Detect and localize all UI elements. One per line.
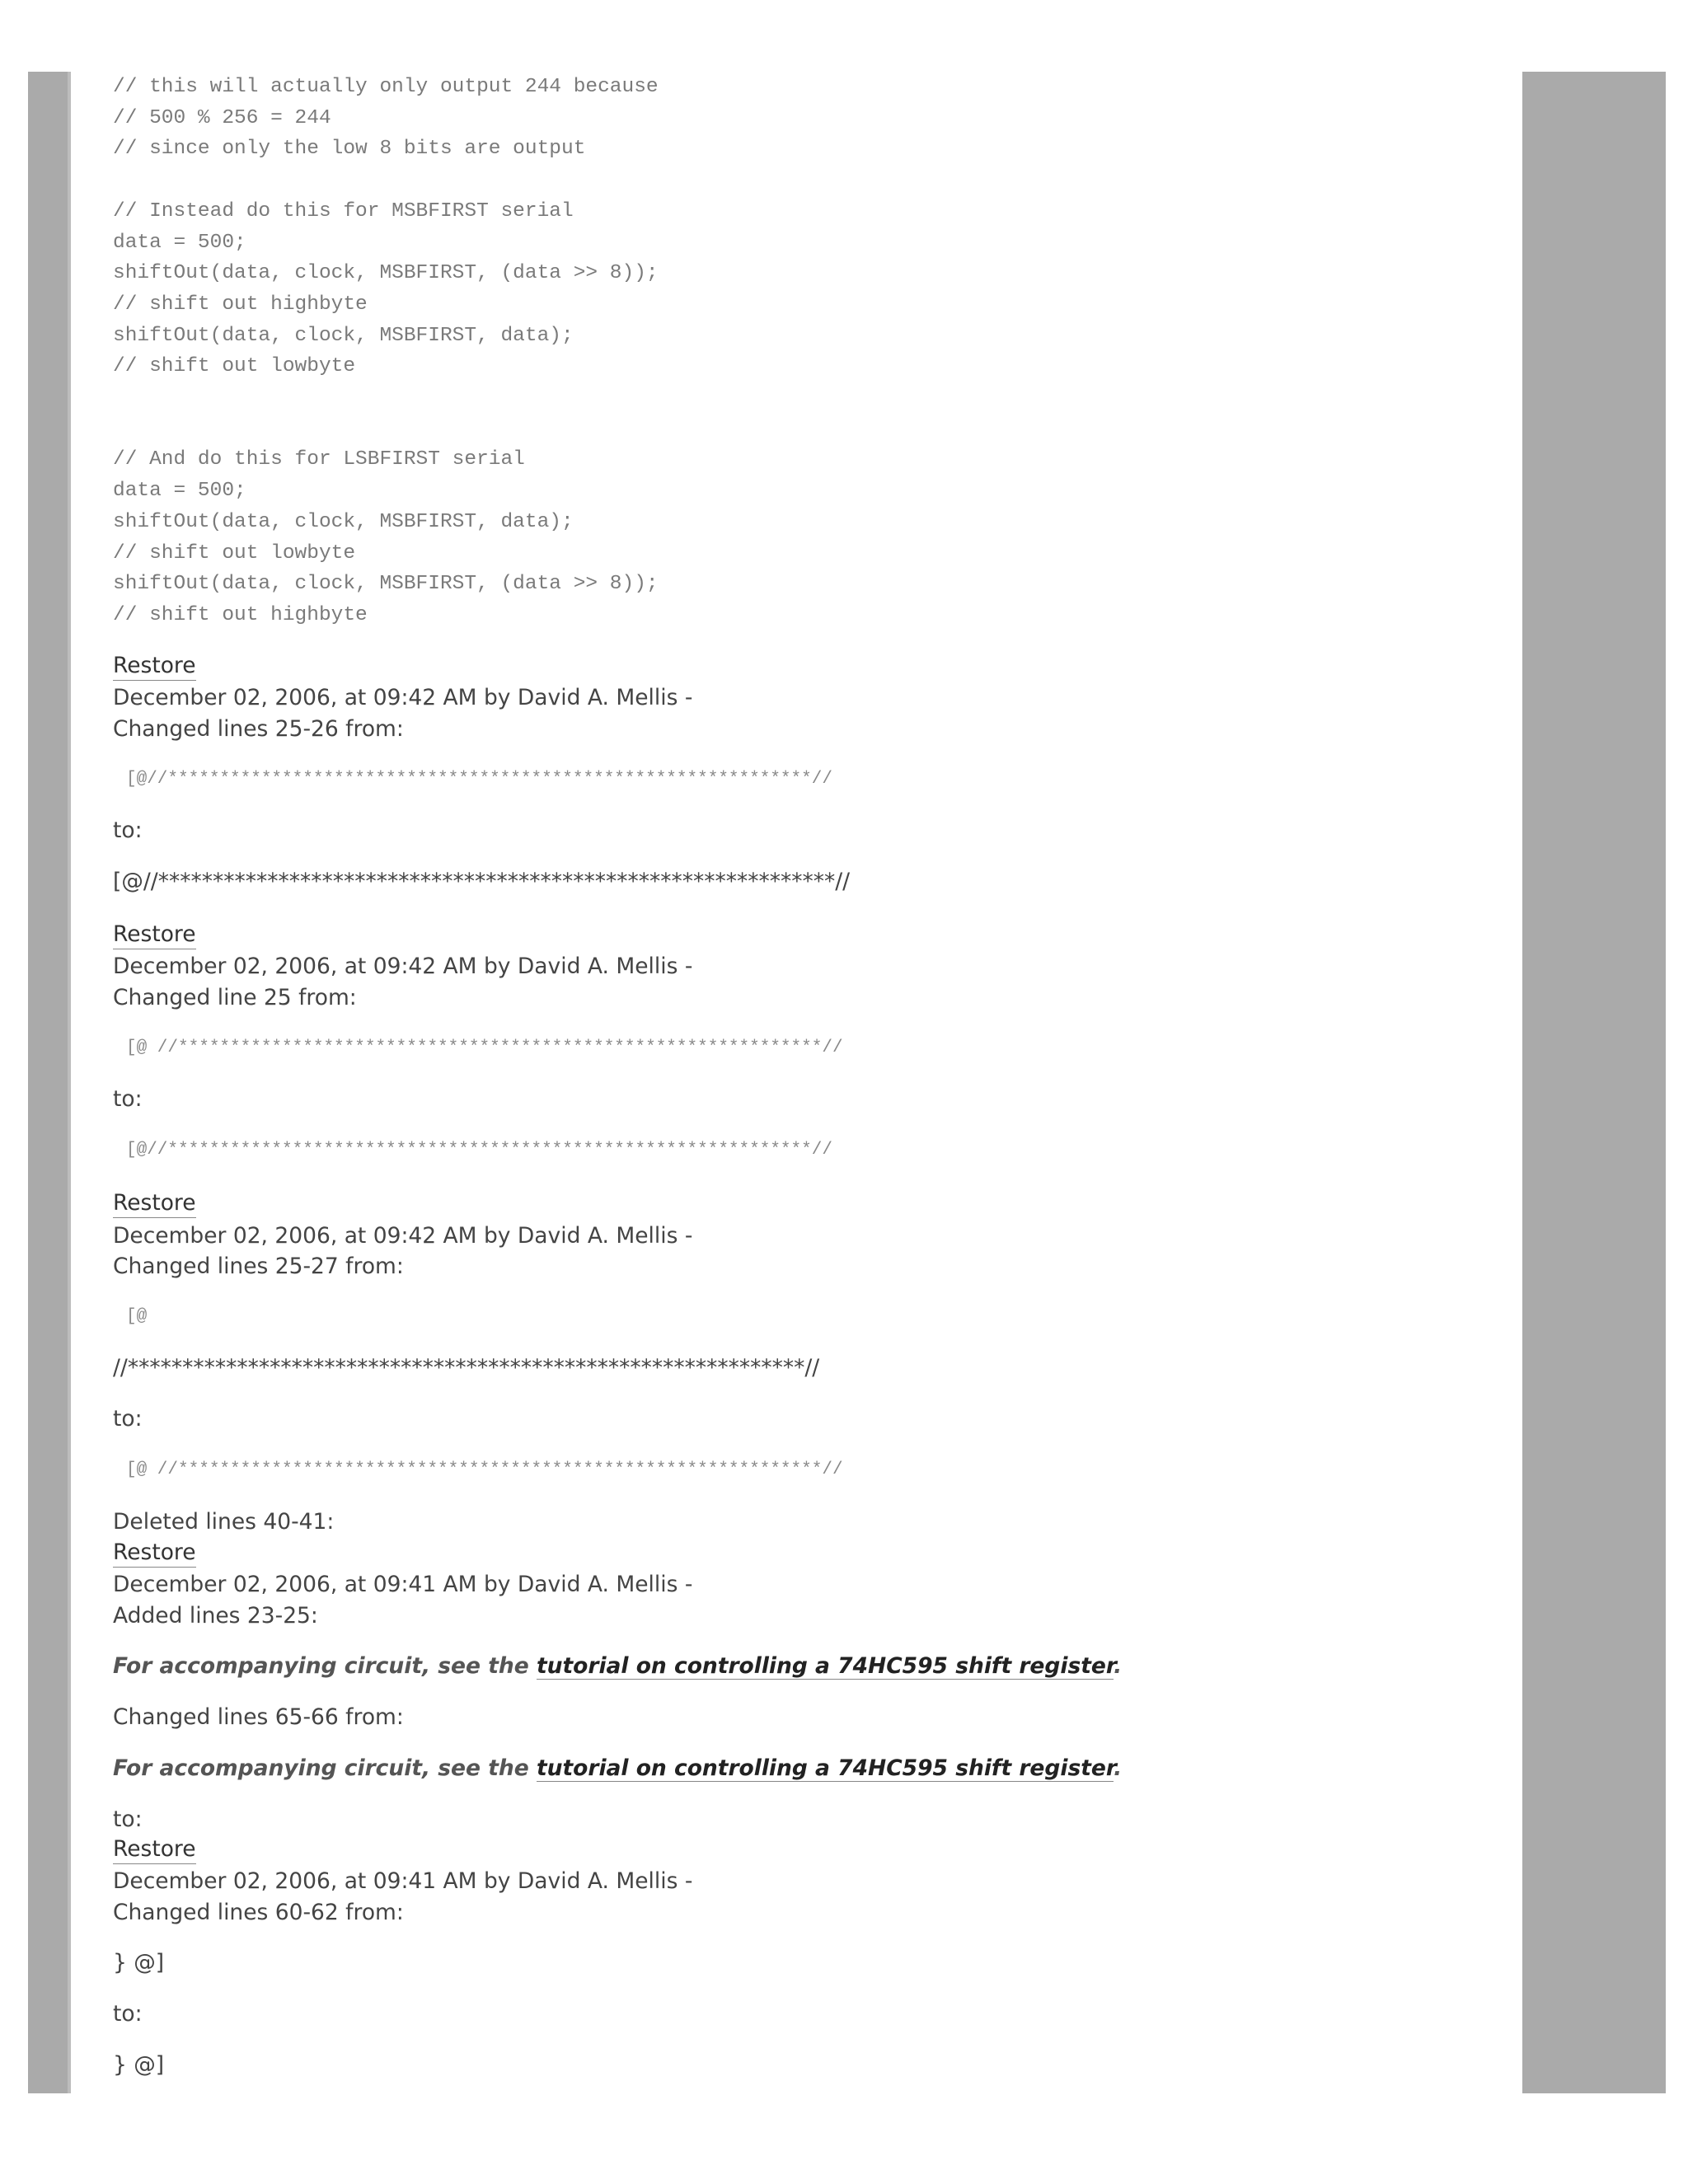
to-label: to: [113,2000,143,2027]
code-line: shiftOut(data, clock, MSBFIRST, data); [113,324,574,347]
revision-meta: December 02, 2006, at 09:41 AM by David A. Mellis - [113,1572,693,1598]
change-description: Changed line 25 from: [113,985,357,1011]
change-description: Changed lines 25-27 from: [113,1254,404,1280]
circuit-note-prefix: For accompanying circuit, see the [113,1652,537,1679]
revision-meta: December 02, 2006, at 09:42 AM by David A. Mellis - [113,954,693,980]
to-label: to: [113,1085,143,1112]
code-line: shiftOut(data, clock, MSBFIRST, data); [113,510,574,533]
revision-meta: December 02, 2006, at 09:41 AM by David A. Mellis - [113,1868,693,1895]
code-line: // shift out highbyte [113,603,368,626]
code-line: // since only the low 8 bits are output [113,138,586,161]
change-description: Added lines 23-25: [113,1603,318,1629]
code-block-lsbfirst [113,444,1498,630]
change-description: Changed lines 65-66 from: [113,1704,404,1730]
code-line: // 500 % 256 = 244 [113,106,331,129]
diff-from-code: [@ //**************************************************************// [126,1038,843,1057]
to-label: to: [113,817,143,843]
circuit-note-suffix: . [1114,1755,1123,1781]
circuit-note [113,1754,1498,1783]
to-label: to: [113,1405,143,1432]
circuit-note-suffix: . [1114,1652,1123,1679]
restore-link[interactable]: Restore [113,1538,196,1568]
code-line: // And do this for LSBFIRST serial [113,448,525,471]
diff-to-code: [@ //**************************************************************// [126,1460,843,1479]
restore-link[interactable]: Restore [113,651,196,681]
restore-link[interactable]: Restore [113,920,196,949]
revision-entry [113,920,1498,1165]
right-margin-bar [1522,72,1666,2093]
diff-from-code: [@//**************************************************************// [126,769,832,789]
code-line: // this will actually only output 244 because [113,76,659,98]
deleted-lines: Deleted lines 40-41: [113,1508,335,1535]
tutorial-link[interactable]: tutorial on controlling a 74HC595 shift register [536,1652,1114,1679]
code-line: data = 500; [113,231,246,254]
to-label: to: [113,1806,143,1832]
diff-from-code: [@ [126,1306,148,1326]
page-content [113,72,1498,2080]
change-description: Changed lines 60-62 from: [113,1900,404,1926]
revision-meta: December 02, 2006, at 09:42 AM by David A. Mellis - [113,1222,693,1249]
diff-to-text: [@//**************************************************************// [113,868,851,894]
code-line: shiftOut(data, clock, MSBFIRST, (data >> 8)); [113,262,659,285]
code-block-intro [113,72,1498,165]
restore-link[interactable]: Restore [113,1835,196,1864]
restore-link[interactable]: Restore [113,1188,196,1218]
diff-to-text: } @] [113,2051,165,2078]
code-line: data = 500; [113,480,246,503]
diff-from-text: //**************************************************************// [113,1354,820,1380]
code-line: // shift out highbyte [113,293,368,316]
revision-entry [113,1835,1498,2080]
tutorial-link[interactable]: tutorial on controlling a 74HC595 shift register [536,1755,1114,1781]
revision-meta: December 02, 2006, at 09:42 AM by David A. Mellis - [113,685,693,711]
code-line: // shift out lowbyte [113,541,356,565]
left-margin-bar [28,72,71,2093]
circuit-note [113,1652,1498,1681]
change-description: Changed lines 25-26 from: [113,716,404,743]
code-line: shiftOut(data, clock, MSBFIRST, (data >> 8)); [113,573,659,596]
code-block-msbfirst [113,196,1498,382]
revision-entry [113,651,1498,897]
code-line: // Instead do this for MSBFIRST serial [113,199,574,223]
revision-entry [113,1538,1498,1835]
revision-entry [113,1188,1498,1538]
circuit-note-prefix: For accompanying circuit, see the [113,1755,537,1781]
diff-to-code: [@//**************************************************************// [126,1140,832,1160]
diff-from-text: } @] [113,1949,165,1975]
code-line: // shift out lowbyte [113,355,356,378]
